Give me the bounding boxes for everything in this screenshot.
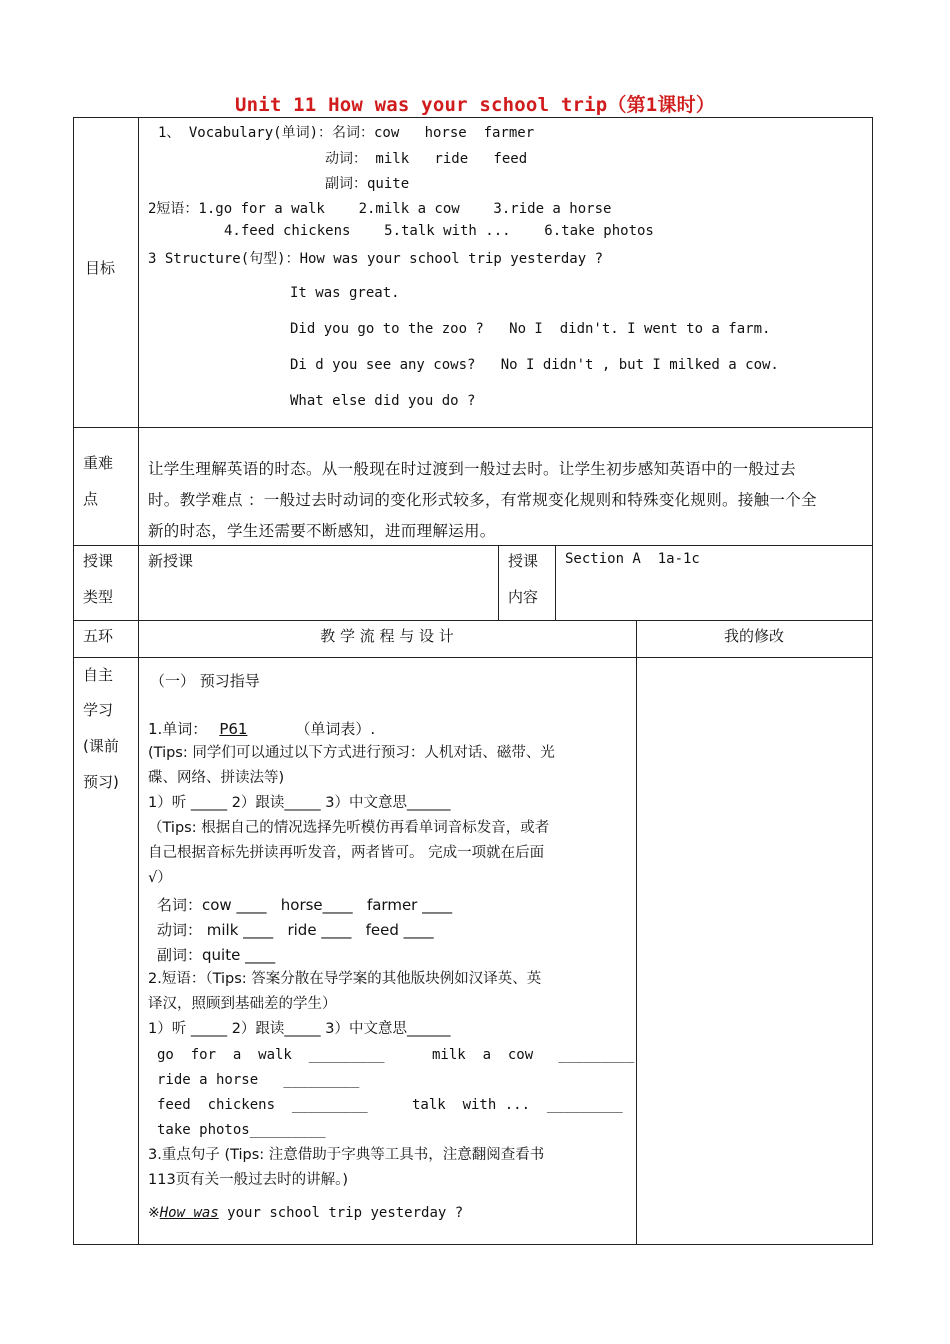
structure-sentence-4: What else did you do ? xyxy=(290,393,476,409)
key-sentence-tips xyxy=(148,1143,628,1193)
tips-2-line-b: 自己根据音标先拼读再听发音，两者皆可。 完成一项就在后面 xyxy=(148,845,545,861)
difficulty-text-line-3: 新的时态，学生还需要不断感知，进而理解运用。 xyxy=(148,522,496,540)
lesson-content-label-1: 授课 xyxy=(508,552,539,570)
lesson-type-value: 新授课 xyxy=(148,552,194,570)
steps-line-1: 1）听 _____ 2）跟读_____ 3）中文意思______ xyxy=(148,795,451,811)
phrase-exercise-6: take photos_________ xyxy=(157,1122,326,1138)
difficulty-text-line-2: 时。教学难点 ：一般过去时动词的变化形式较多，有常规变化规则和特殊变化规则。接触一个全 xyxy=(148,491,817,509)
header-col-design: 教 学 流 程 与 设 计 xyxy=(320,627,454,645)
difficulty-label-2: 点 xyxy=(83,490,99,508)
key-sentence xyxy=(148,1205,463,1221)
goals-label: 目标 xyxy=(85,259,116,277)
key-sentence-line-a: 3.重点句子 (Tips: 注意借助于字典等工具书，注意翻阅查看书 xyxy=(148,1147,545,1163)
phrase-exercise-2: milk a cow _________ xyxy=(432,1047,635,1063)
words-page: P61 xyxy=(219,720,248,738)
lesson-content-value: Section A 1a-1c xyxy=(565,551,700,567)
words-suffix: （单词表）. xyxy=(295,720,376,738)
steps-line-2: 1）听 _____ 2）跟读_____ 3）中文意思______ xyxy=(148,1021,451,1037)
vocab-verbs: 动词： milk ride feed xyxy=(325,151,528,167)
key-sentence-rest: your school trip yesterday ? xyxy=(218,1205,464,1221)
words-line xyxy=(148,718,375,739)
self-study-label-4: 预习) xyxy=(83,773,119,791)
phrases-tips xyxy=(148,967,628,1042)
phrase-exercise-3: ride a horse _________ xyxy=(157,1072,360,1088)
phrase-exercise-4: feed chickens _________ xyxy=(157,1097,368,1113)
difficulty-text-line-1: 让学生理解英语的时态。从一般现在时过渡到一般过去时。让学生初步感知英语中的一般过去 xyxy=(148,460,796,478)
lesson-type-label-1: 授课 xyxy=(83,552,114,570)
lesson-content-label-2: 内容 xyxy=(508,588,539,606)
difficulty-text xyxy=(148,454,868,547)
key-sentence-italic: How was xyxy=(159,1205,219,1221)
structure-sentence-3: Di d you see any cows? No I didn't , but I milked a cow. xyxy=(290,357,779,373)
self-study-label-3: (课前 xyxy=(83,737,119,755)
tips-1-line-b: 碟、网络、拼读法等) xyxy=(148,770,285,786)
self-study-label-1: 自主 xyxy=(83,666,114,684)
header-col-five-links: 五环 xyxy=(83,627,114,645)
lesson-type-label-2: 类型 xyxy=(83,588,114,606)
words-prefix: 1.单词： xyxy=(148,720,208,738)
adverbs-line: 副词：quite ____ xyxy=(157,946,276,964)
phrases-tips-line-b: 译汉，照顾到基础差的学生） xyxy=(148,996,337,1012)
preview-heading: （一） 预习指导 xyxy=(150,672,260,690)
structure-sentence-2: Did you go to the zoo ? No I didn't. I went to a farm. xyxy=(290,321,771,337)
difficulty-label-1: 重难 xyxy=(83,454,114,472)
key-sentence-line-b: 113页有关一般过去时的讲解。) xyxy=(148,1172,349,1188)
vocab-nouns: 1、 Vocabulary(单词)：名词：cow horse farmer xyxy=(158,125,535,141)
tips-block-1 xyxy=(148,741,628,891)
structure-sentence-1: It was great. xyxy=(290,285,400,301)
phrases-line-2: 4.feed chickens 5.talk with ... 6.take photos xyxy=(224,223,654,239)
nouns-line: 名词：cow ____ horse____ farmer ____ xyxy=(157,896,453,914)
page-title: Unit 11 How was your school trip（第1课时） xyxy=(234,94,716,116)
tips-2-line-a: （Tips: 根据自己的情况选择先听模仿再看单词音标发音，或者 xyxy=(148,820,550,836)
tips-2-line-c: √） xyxy=(148,870,172,886)
structure-heading: 3 Structure(句型)：How was your school trip yesterday ? xyxy=(148,251,604,267)
verbs-line: 动词： milk ____ ride ____ feed ____ xyxy=(157,921,434,939)
phrases-line-1: 2短语：1.go for a walk 2.milk a cow 3.ride a horse xyxy=(148,201,612,217)
phrases-tips-line-a: 2.短语：（Tips: 答案分散在导学案的其他版块例如汉译英、英 xyxy=(148,971,542,987)
header-col-modification: 我的修改 xyxy=(723,627,784,645)
tips-1-line-a: (Tips: 同学们可以通过以下方式进行预习：人机对话、磁带、光 xyxy=(148,745,555,761)
key-sentence-mark: ※ xyxy=(148,1205,160,1221)
phrase-exercise-1: go for a walk _________ xyxy=(157,1047,385,1063)
self-study-label-2: 学习 xyxy=(83,701,114,719)
phrase-exercise-5: talk with ... _________ xyxy=(412,1097,623,1113)
vocab-adverbs: 副词：quite xyxy=(325,176,410,192)
